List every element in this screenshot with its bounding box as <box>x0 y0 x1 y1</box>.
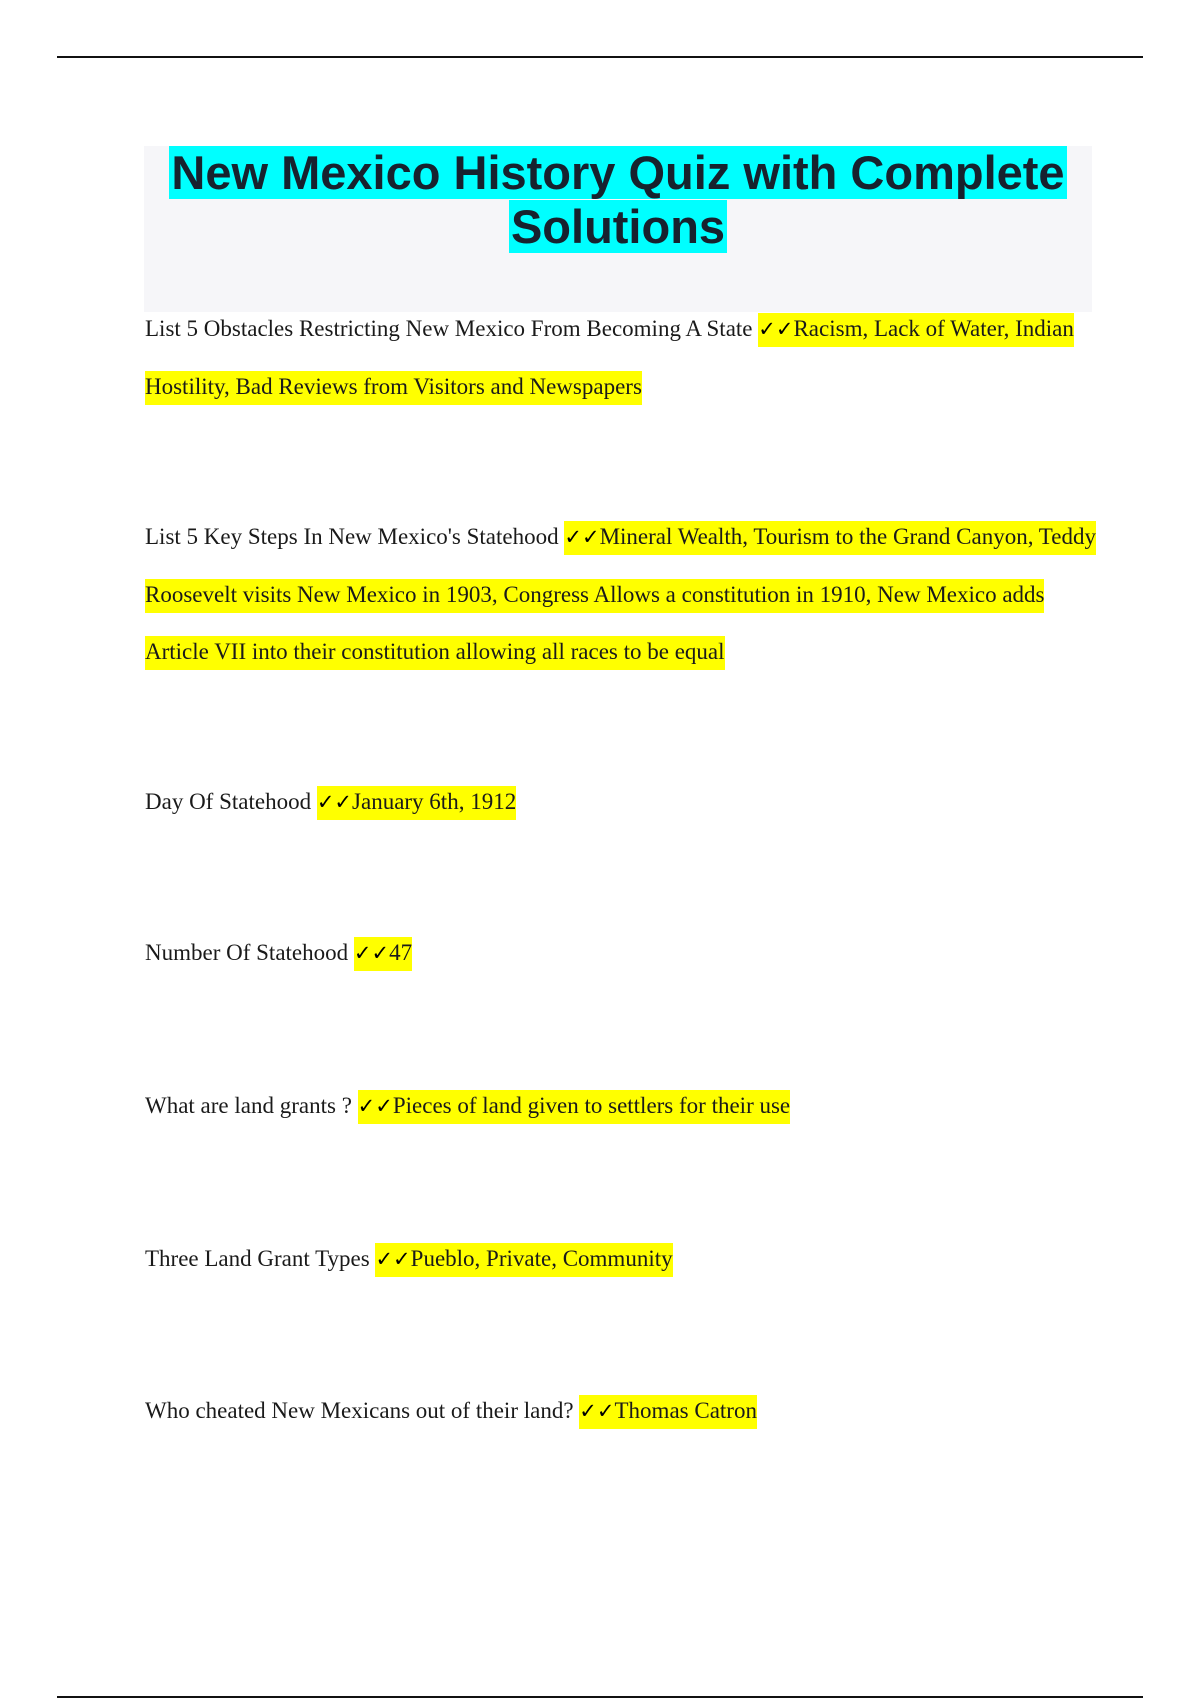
page-title <box>144 146 1092 254</box>
qa-item-7 <box>145 1382 1105 1440</box>
question-text: List 5 Obstacles Restricting New Mexico From Becoming A State <box>145 316 753 341</box>
answer-text: Pueblo, Private, Community <box>410 1246 673 1271</box>
double-check-icon: ✓✓ <box>758 317 794 341</box>
qa-item-5 <box>145 1077 1105 1135</box>
qa-item-1 <box>145 300 1105 416</box>
qa-item-3 <box>145 773 1105 831</box>
answer-text: Pieces of land given to settlers for their use <box>392 1093 791 1118</box>
question-text: Day Of Statehood <box>145 789 312 814</box>
answer-highlight <box>579 1395 757 1429</box>
question-text: Who cheated New Mexicans out of their land? <box>145 1398 574 1423</box>
footer-rule <box>57 1696 1143 1698</box>
double-check-icon: ✓✓ <box>316 790 353 814</box>
double-check-icon: ✓✓ <box>564 525 600 549</box>
question-text: Three Land Grant Types <box>145 1246 370 1271</box>
qa-item-6 <box>145 1230 1105 1288</box>
qa-item-4 <box>145 924 1105 982</box>
question-text: Number Of Statehood <box>145 940 349 965</box>
double-check-icon: ✓✓ <box>353 941 390 965</box>
answer-text: 47 <box>389 940 413 965</box>
title-block <box>144 146 1092 312</box>
answer-text: January 6th, 1912 <box>352 789 517 814</box>
answer-highlight <box>317 786 516 820</box>
answer-text: Thomas Catron <box>614 1398 757 1423</box>
answer-highlight <box>354 937 412 971</box>
double-check-icon: ✓✓ <box>579 1399 615 1423</box>
qa-item-2 <box>145 508 1105 680</box>
answer-text: Racism, Lack of Water, Indian Hostility, Bad Reviews from Visitors and Newspapers <box>145 316 1074 399</box>
title-line-2: Solutions <box>510 200 726 253</box>
header-rule <box>57 56 1143 58</box>
question-text: List 5 Key Steps In New Mexico's Statehood <box>145 524 559 549</box>
title-line-1: New Mexico History Quiz with Complete <box>171 146 1065 199</box>
answer-highlight <box>358 1090 790 1124</box>
answer-text: Mineral Wealth, Tourism to the Grand Canyon, Teddy Roosevelt visits New Mexico in 1903, Congress Allows a constitution in 1910, New Mexico adds Article VII into their constitution allowing all races to be equal <box>145 524 1096 664</box>
question-text: What are land grants ? <box>145 1093 352 1118</box>
answer-highlight <box>375 1243 672 1277</box>
double-check-icon: ✓✓ <box>357 1094 393 1118</box>
double-check-icon: ✓✓ <box>375 1247 411 1271</box>
